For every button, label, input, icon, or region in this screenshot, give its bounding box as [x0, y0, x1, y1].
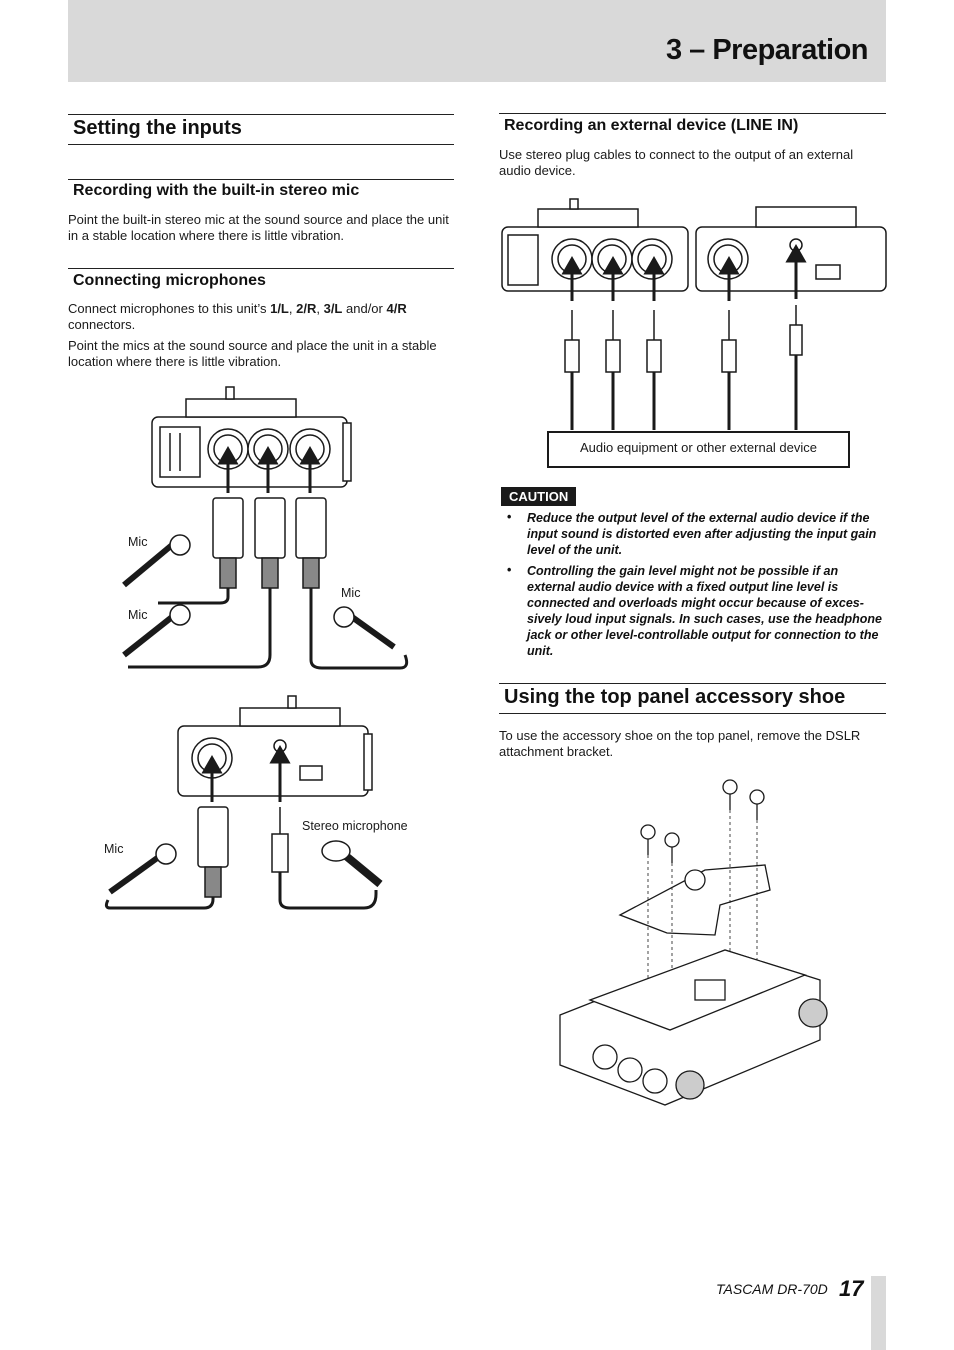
page-number: 17: [839, 1276, 864, 1301]
label-mic-c: Mic: [341, 586, 361, 600]
external-device-box: Audio equipment or other external device: [547, 431, 850, 468]
caution-badge: CAUTION: [501, 487, 576, 506]
section-rule-bottom: [68, 144, 454, 145]
subsection-rule: [499, 113, 886, 114]
section-rule-top: [68, 114, 454, 115]
caution-list: [499, 510, 886, 664]
builtin-mic-body: Point the built-in stereo mic at the sound source and place the unit in a stable location where there is little vibration.: [68, 212, 449, 243]
connecting-mics-paragraph-1: Connect microphones to this unit’s 1/L, 2/R, 3/L and/or 4/R connectors.: [68, 301, 407, 332]
subsection-title-connecting-mics: Connecting microphones: [73, 272, 266, 289]
subsection-rule: [68, 268, 454, 269]
line-in-body: Use stereo plug cables to connect to the output of an external audio device.: [499, 147, 854, 178]
caution-item: • Reduce the output level of the external audio device if the input sound is distorted even after adjusting the input gain level of the unit.: [507, 510, 877, 557]
label-mic-a: Mic: [128, 535, 148, 549]
footer-model: TASCAM DR-70D: [716, 1281, 828, 1297]
section-title-accessory-shoe: Using the top panel accessory shoe: [504, 686, 846, 708]
diagram-accessory-shoe: [555, 775, 835, 1115]
subsection-rule: [68, 179, 454, 180]
chapter-title: 3 – Preparation: [665, 34, 868, 66]
subsection-title-line-in: Recording an external device (LINE IN): [504, 117, 799, 134]
connecting-mics-paragraph-2: Point the mics at the sound source and place the unit in a stable location where there is little vibration.: [68, 338, 437, 369]
label-mic: Mic: [104, 842, 124, 856]
section-rule-bottom: [499, 713, 886, 714]
subsection-title-builtin-mic: Recording with the built-in stereo mic: [73, 182, 360, 199]
section-title-inputs: Setting the inputs: [73, 117, 242, 139]
section-rule-top: [499, 683, 886, 684]
label-mic-b: Mic: [128, 608, 148, 622]
side-tab: [871, 1276, 886, 1350]
label-stereo-mic: Stereo microphone: [302, 819, 408, 833]
caution-item: • Controlling the gain level might not be possible if an external audio device with a fixed output line level is connected and overloads might occur because of exces-sively loud input signals. In such cases, use the headphone jack or other level-controllable output for connection to the unit.: [507, 563, 882, 658]
accessory-shoe-body: To use the accessory shoe on the top panel, remove the DSLR attachment bracket.: [499, 728, 861, 759]
diagram-ext-mics: [100, 694, 420, 914]
diagram-three-mics: [100, 385, 420, 675]
